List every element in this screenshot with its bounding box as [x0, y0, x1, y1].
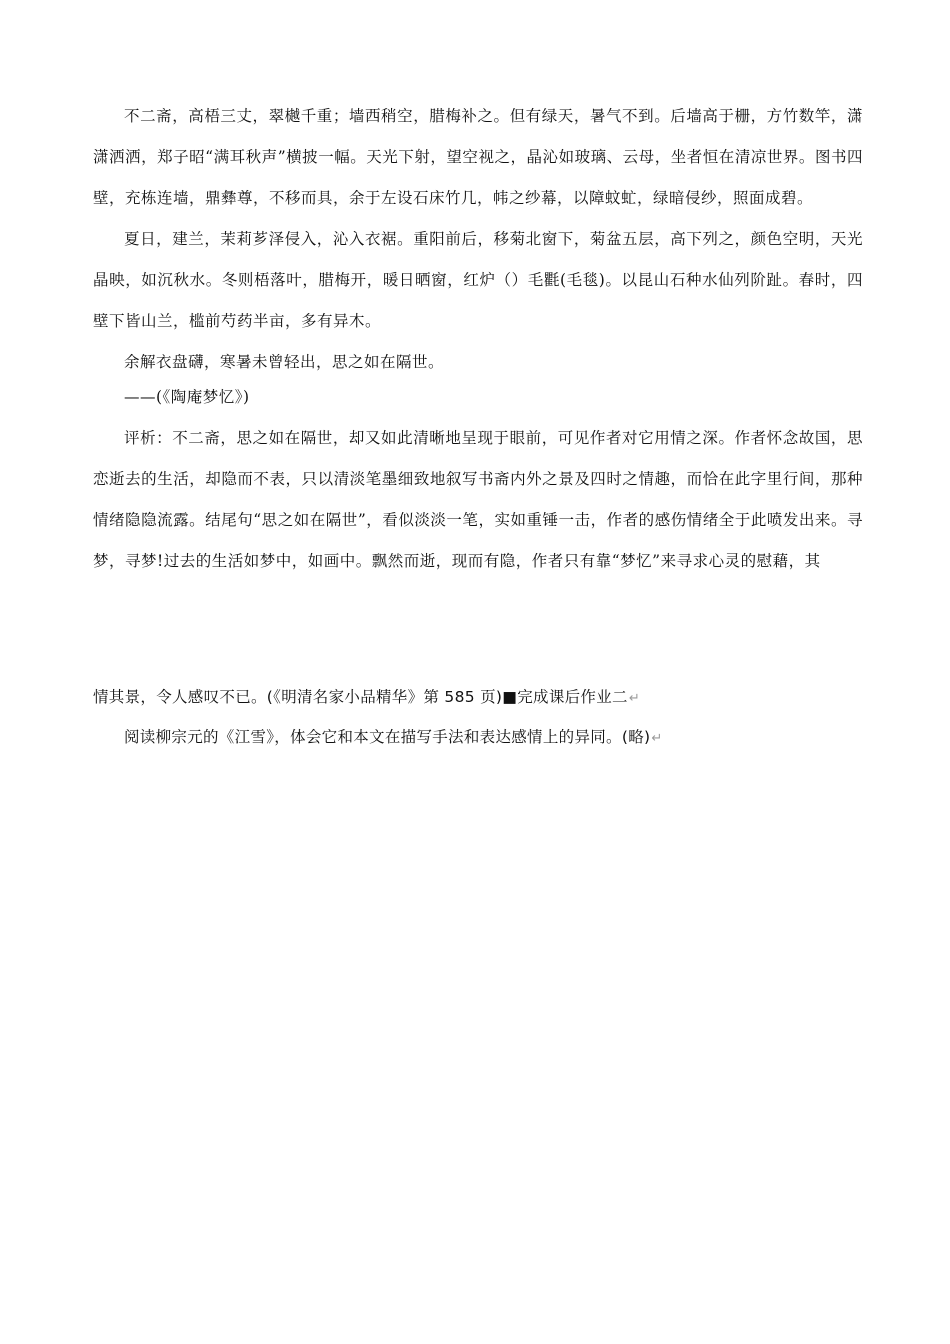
commentary-continuation: [93, 686, 893, 710]
paragraph-reflection: 余解衣盘礴，寒暑未曾轻出，思之如在隔世。: [124, 353, 445, 371]
paragraph-mark-icon: ↵: [651, 731, 663, 746]
source-citation: ——(《陶庵梦忆》): [124, 388, 250, 406]
paragraph-seasons: 夏日，建兰，茉莉芗泽侵入，沁入衣裾。重阳前后，移菊北窗下，菊盆五层，高下列之，颜色空明，天光晶映，如沉秋水。冬则梧落叶，腊梅开，暖日晒窗，红炉（）毛氍(毛毯)。以昆山石种水仙列阶趾。春时，四壁下皆山兰，槛前芍药半亩，多有异木。: [93, 230, 863, 330]
commentary-paragraph: 评析：不二斋，思之如在隔世，却又如此清晰地呈现于眼前，可见作者对它用情之深。作者怀念故国，思恋逝去的生活，却隐而不表，只以清淡笔墨细致地叙写书斋内外之景及四时之情趣，而恰在此字里行间，那种情绪隐隐流露。结尾句“思之如在隔世”，看似淡淡一笔，实如重锤一击，作者的感伤情绪全于此喷发出来。寻梦，寻梦!过去的生活如梦中，如画中。飘然而逝，现而有隐，作者只有靠“梦忆”来寻求心灵的慰藉，其: [93, 429, 863, 570]
continuation-text: 情其景，令人感叹不已。(《明清名家小品精华》第 585 页)■完成课后作业二: [93, 688, 628, 706]
paragraph-study: 不二斋，高梧三丈，翠樾千重；墙西稍空，腊梅补之。但有绿天，暑气不到。后墙高于栅，方竹数竿，潇潇洒洒，郑子昭“满耳秋声”横披一幅。天光下射，望空视之，晶沁如玻璃、云母，坐者恒在清凉世界。图书四壁，充栋连墙，鼎彝尊，不移而具，余于左设石床竹几，帏之纱幕，以障蚊虻，绿暗侵纱，照面成碧。: [93, 107, 863, 207]
assignment-text: 阅读柳宗元的《江雪》，体会它和本文在描写手法和表达感情上的异同。(略): [124, 728, 651, 746]
article-body: [93, 96, 863, 582]
paragraph-mark-icon: ↵: [628, 691, 641, 706]
homework-assignment: [124, 726, 924, 750]
